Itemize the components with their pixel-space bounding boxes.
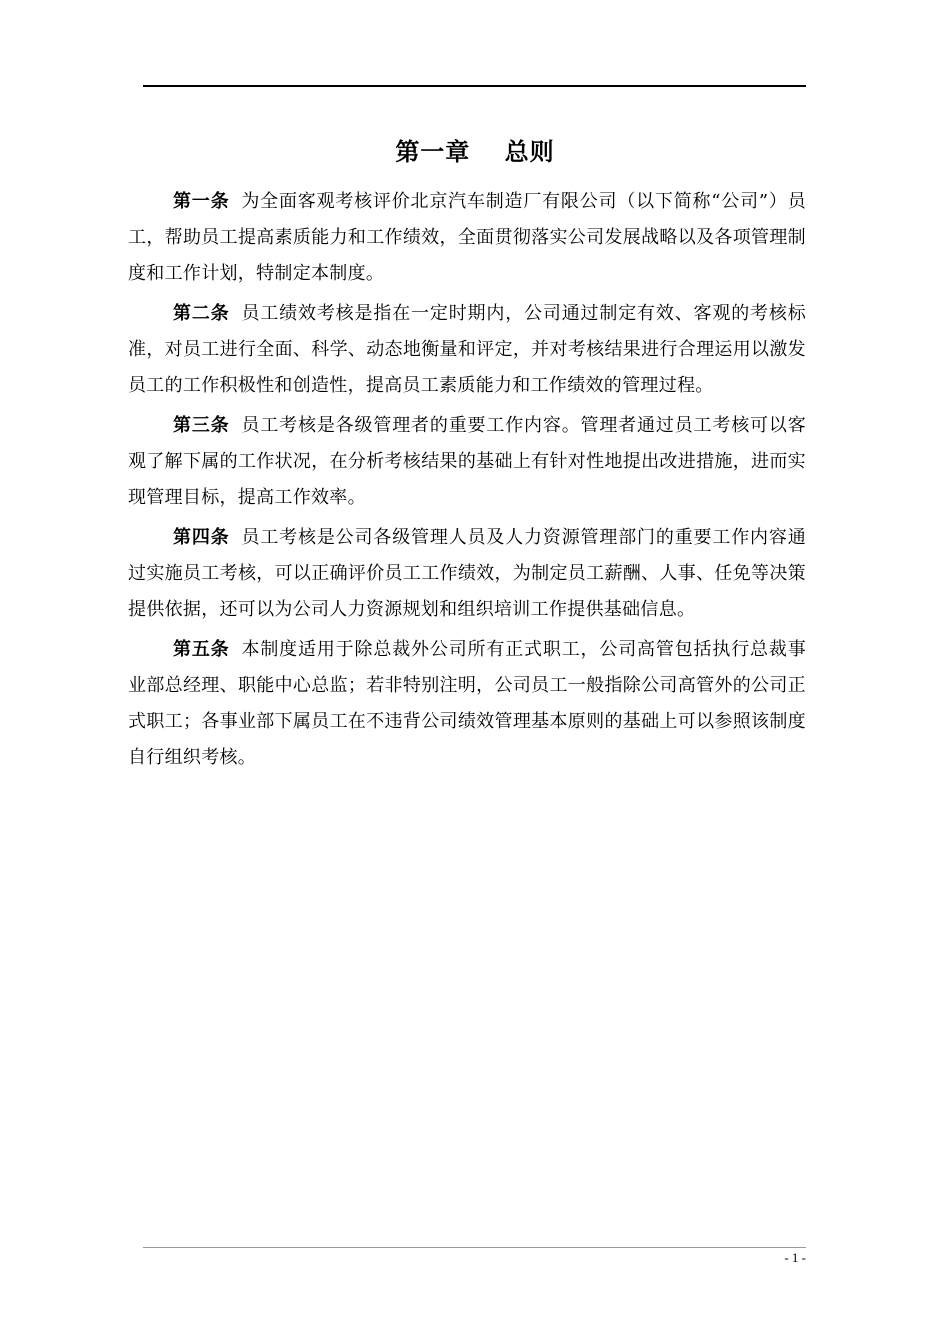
article-text: 本制度适用于除总裁外公司所有正式职工，公司高管包括执行总裁事业部总经理、职能中心总监；若非特别注明，公司员工一般指除公司高管外的公司正式职工；各事业部下属员工在不违背公司绩效管理基本原则的基础上可以参照该制度自行组织考核。 (128, 639, 807, 768)
article-1 (128, 184, 806, 292)
article-number: 第二条 (173, 303, 230, 324)
article-number: 第五条 (173, 639, 230, 660)
chapter-title: 第一章 总则 (395, 138, 555, 166)
article-2 (128, 296, 806, 404)
header-rule (143, 85, 806, 87)
footer-rule (143, 1247, 806, 1248)
article-number: 第一条 (173, 191, 230, 212)
article-number: 第四条 (173, 527, 230, 548)
article-text: 员工考核是公司各级管理人员及人力资源管理部门的重要工作内容通过实施员工考核，可以正确评价员工工作绩效，为制定员工薪酬、人事、任免等决策提供依据，还可以为公司人力资源规划和组织培训工作提供基础信息。 (128, 527, 807, 620)
article-text: 员工考核是各级管理者的重要工作内容。管理者通过员工考核可以客观了解下属的工作状况，在分析考核结果的基础上有针对性地提出改进措施，进而实现管理目标，提高工作效率。 (128, 415, 807, 508)
page-number: - 1 - (784, 1250, 806, 1265)
article-text: 员工绩效考核是指在一定时期内，公司通过制定有效、客观的考核标准，对员工进行全面、科学、动态地衡量和评定，并对考核结果进行合理运用以激发员工的工作积极性和创造性，提高员工素质能力和工作绩效的管理过程。 (128, 303, 807, 396)
article-5 (128, 632, 806, 776)
article-3 (128, 408, 806, 516)
article-4 (128, 520, 806, 628)
article-number: 第三条 (173, 415, 230, 436)
document-body (128, 184, 806, 780)
article-text: 为全面客观考核评价北京汽车制造厂有限公司（以下简称“公司”）员工，帮助员工提高素质能力和工作绩效，全面贯彻落实公司发展战略以及各项管理制度和工作计划，特制定本制度。 (128, 191, 806, 284)
